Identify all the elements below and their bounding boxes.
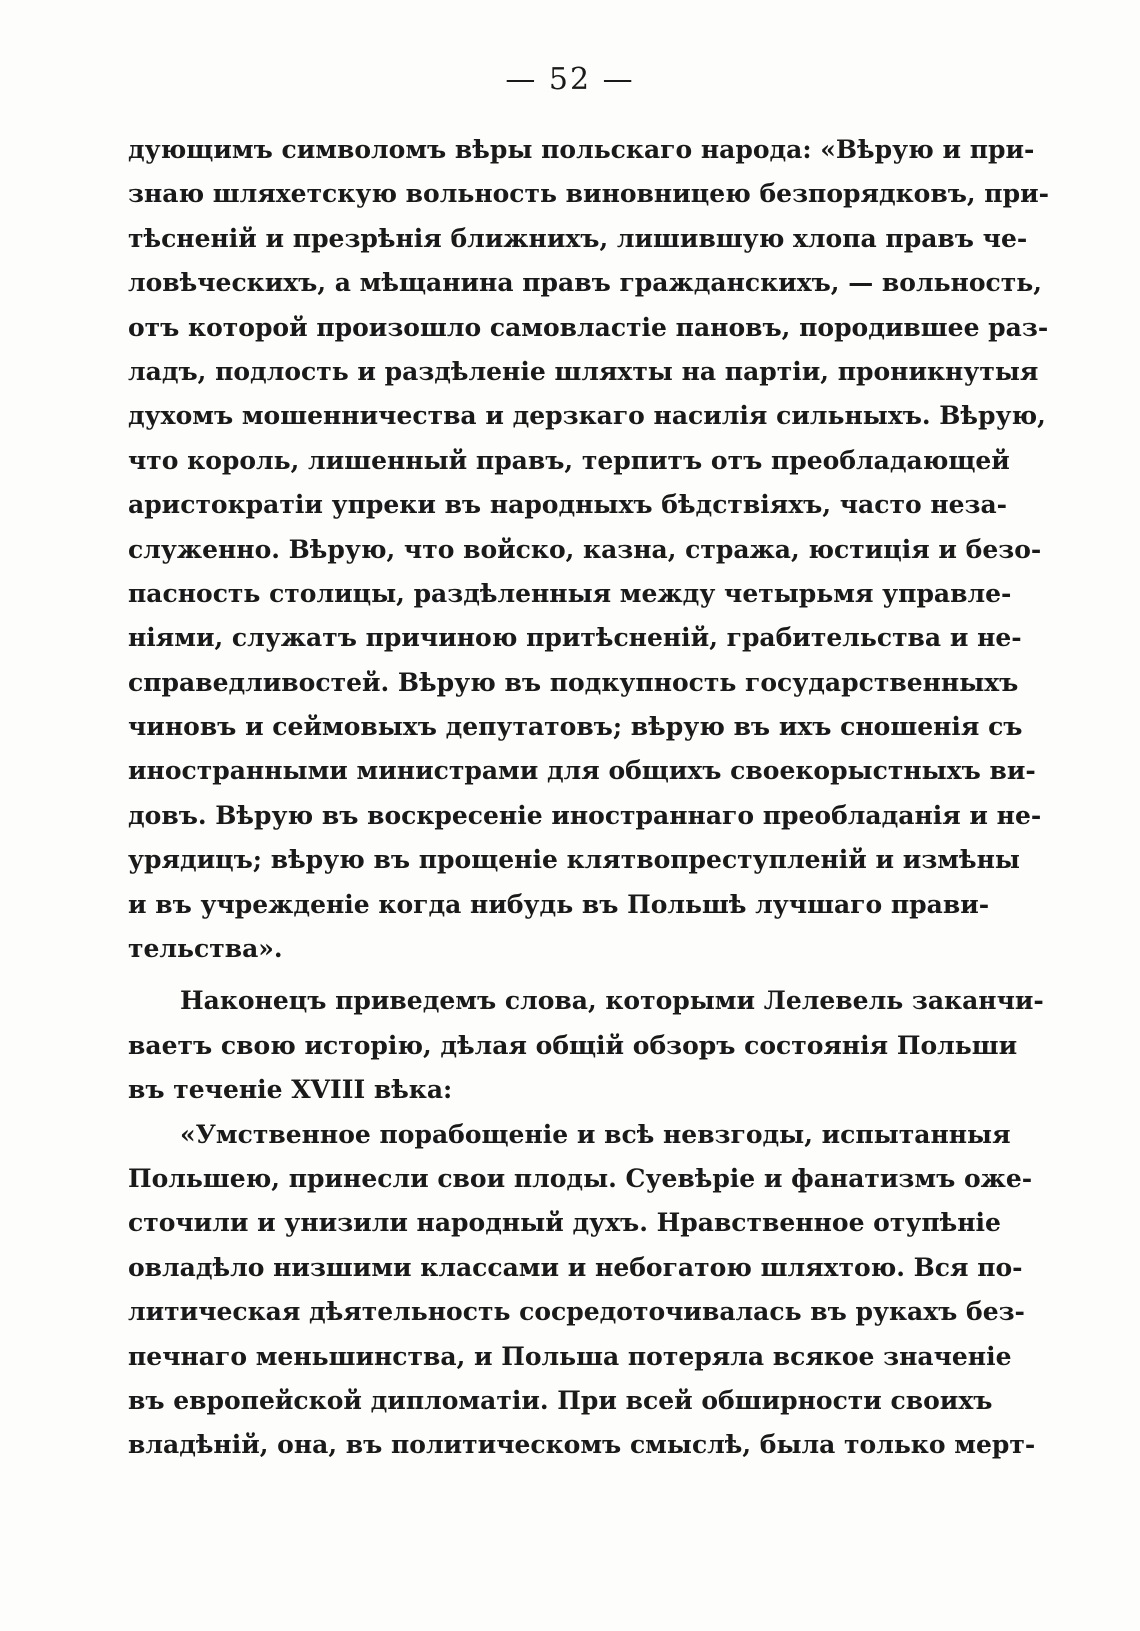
text-line: тельства».	[128, 934, 283, 964]
text-line: въ европейской дипломатіи. При всей обширности своихъ	[128, 1385, 993, 1415]
text-line: ладъ, подлость и раздѣленіе шляхты на партіи, проникнутыя	[128, 356, 1039, 386]
paragraph-3	[128, 1113, 1036, 1468]
text-line: служенно. Вѣрую, что войско, казна, стража, юстиція и безо-	[128, 534, 1042, 564]
paragraph-1	[128, 128, 1049, 971]
text-line: тѣсненій и презрѣнія ближнихъ, лишившую хлопа правъ че-	[128, 223, 1028, 253]
text-line: владѣній, она, въ политическомъ смыслѣ, была только мерт-	[128, 1430, 1036, 1460]
text-line: что король, лишенный правъ, терпитъ отъ преобладающей	[128, 445, 1010, 475]
text-line: пасность столицы, раздѣленныя между четырьмя управле-	[128, 578, 1012, 608]
text-line: отъ которой произошло самовластіе пановъ, породившее раз-	[128, 312, 1049, 342]
body-text	[128, 128, 1049, 1468]
text-line: довъ. Вѣрую въ воскресеніе иностраннаго преобладанія и не-	[128, 800, 1042, 830]
text-line: «Умственное порабощеніе и всѣ невзгоды, испытанныя	[180, 1119, 1011, 1149]
page-number: — 52 —	[505, 62, 635, 97]
text-line: ваетъ свою исторію, дѣлая общій обзоръ состоянія Польши	[128, 1030, 1018, 1060]
text-line: духомъ мошенничества и дерзкаго насилія сильныхъ. Вѣрую,	[128, 401, 1046, 431]
text-line: и въ учрежденіе когда нибудь въ Польшѣ лучшаго прави-	[128, 889, 990, 919]
text-line: печнаго меньшинства, и Польша потеряла всякое значеніе	[128, 1341, 1012, 1371]
text-line: Польшею, принесли свои плоды. Суевѣріе и фанатизмъ оже-	[128, 1163, 1033, 1193]
text-line: сточили и унизили народный духъ. Нравственное отупѣніе	[128, 1208, 1001, 1238]
paragraph-gap	[128, 971, 939, 979]
paragraph-2	[128, 979, 1044, 1112]
text-line: справедливостей. Вѣрую въ подкупность государственныхъ	[128, 667, 1019, 697]
text-line: дующимъ символомъ вѣры польскаго народа: «Вѣрую и при-	[128, 135, 1035, 164]
text-line: ніями, служатъ причиною притѣсненій, грабительства и не-	[128, 623, 1022, 653]
text-line: литическая дѣятельность сосредоточивалась въ рукахъ без-	[128, 1297, 1025, 1327]
text-line: овладѣло низшими классами и небогатою шляхтою. Вся по-	[128, 1252, 1023, 1282]
text-line: ловѣческихъ, а мѣщанина правъ гражданскихъ, — вольность,	[128, 268, 1042, 298]
text-line: чиновъ и сеймовыхъ депутатовъ; вѣрую въ ихъ сношенія съ	[128, 712, 1023, 742]
text-line: Наконецъ приведемъ слова, которыми Лелевель заканчи-	[180, 986, 1044, 1016]
text-line: аристократіи упреки въ народныхъ бѣдствіяхъ, часто неза-	[128, 490, 1008, 520]
text-line: въ теченіе XVIII вѣка:	[128, 1075, 453, 1105]
text-line: иностранными министрами для общихъ своекорыстныхъ ви-	[128, 756, 1036, 786]
text-line: знаю шляхетскую вольность виновницею безпорядковъ, при-	[128, 179, 1049, 209]
text-line: урядицъ; вѣрую въ прощеніе клятвопреступленій и измѣны	[128, 845, 1020, 875]
